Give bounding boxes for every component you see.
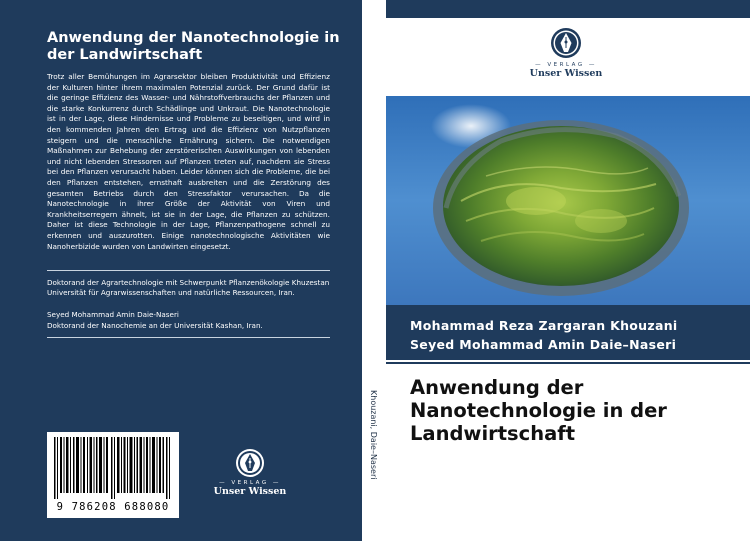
front-separator-line: [386, 362, 750, 364]
planet-landscape-photo: [386, 96, 750, 305]
author-1: Mohammad Reza Zargaran Khouzani: [410, 318, 678, 333]
back-cover: [0, 0, 362, 541]
author-bio-2-text: Doktorand der Nanochemie an der Universität Kashan, Iran.: [47, 321, 263, 330]
front-logo-verlag: — VERLAG —: [535, 62, 597, 68]
spine-authors: Khouzani, Daie–Naseri: [369, 390, 378, 480]
front-publisher-logo: [521, 27, 611, 79]
back-logo-verlag: — VERLAG —: [219, 480, 281, 486]
author-bio-1: Doktorand der Agrartechnologie mit Schwerpunkt Pflanzenökologie Khuzestan Universität für Agrarwissenschaften und natürliche Ressourcen, Iran.: [47, 278, 330, 298]
isbn-barcode: [47, 432, 179, 518]
fountain-pen-nib-icon: [550, 27, 582, 59]
back-logo-brand: Unser Wissen: [213, 486, 287, 497]
back-cover-blurb: Trotz aller Bemühungen im Agrarsektor bleiben Produktivität und Effizienz der Kulturen hinter ihrem maximalen Potenzial zurück. Der Grund dafür ist die geringe Effizienz des Wasser- und Nährstoffverbrauchs der Pflanzen und die starke Konkurrenz durch Schädlinge und Unkraut. Die Nanotechnologie ist in der Lage, diese Hindernisse und Probleme zu beseitigen, und wird in den kommenden Jahren den Ertrag und die Effizienz von Nutzpflanzen steigern und die menschliche Ernährung sichern. Die notwendigen Maßnahmen zur Behebung der zerstörerischen Auswirkungen von lebenden und nicht lebenden Stressoren auf Pflanzen treten auf, nachdem sie Stress bei den Pflanzen verursacht haben. Leider können sich die Probleme, die bei den Pflanzen entstehen, ernsthaft ausbreiten und die Zerstörung des gesamten Betriebs durch den Stressfaktor verursachen. Da die Nanotechnologie in ihrer Größe der Aktivität von Viren und Krankheitserregern ähnelt, ist sie in der Lage, die Pflanzen zu schützen. Daher ist diese Technologie in der Lage, Pflanzenpathogene schnell zu erkennen und auszurotten. Einige nanotechnologische Aktivitäten wie Nanoherbizide wurden von Landwirten eingesetzt.: [47, 72, 330, 251]
author-bio-2-name: Seyed Mohammad Amin Daie-Naseri: [47, 310, 179, 319]
back-cover-title: Anwendung der Nanotechnologie in der Landwirtschaft: [47, 30, 340, 63]
front-top-bar: [386, 0, 750, 18]
author-2: Seyed Mohammad Amin Daie–Naseri: [410, 337, 677, 352]
back-divider-top: [47, 270, 330, 271]
front-authors-band: [386, 305, 750, 360]
front-logo-brand: Unser Wissen: [529, 68, 603, 79]
back-divider-bottom: [47, 337, 330, 338]
isbn-digits: 9 786208 688080: [56, 501, 170, 513]
back-publisher-logo: [205, 448, 295, 497]
fountain-pen-nib-icon: [235, 448, 265, 478]
barcode-icon: [52, 437, 174, 499]
front-cover-title: Anwendung der Nanotechnologie in der Landwirtschaft: [410, 376, 667, 445]
